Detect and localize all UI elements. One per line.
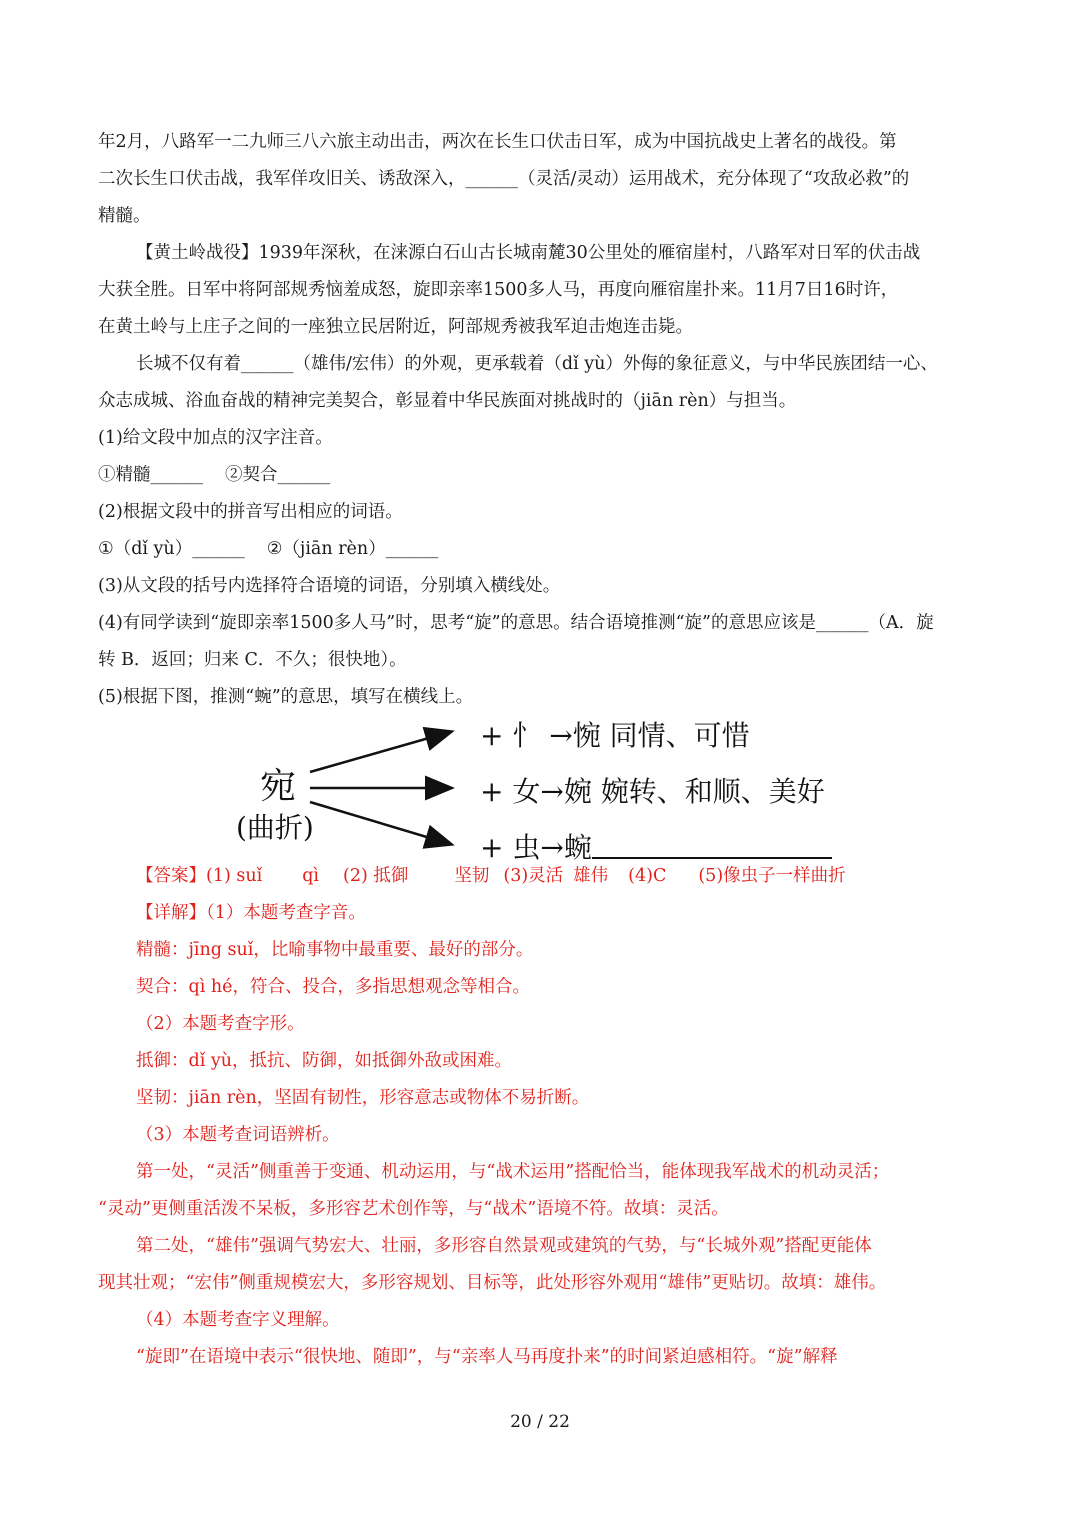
answer-3b: 雄伟 [573, 866, 609, 886]
explain-line: （4）本题考查字义理解。 [136, 1310, 340, 1330]
question-4-cont: 转 B．返回；归来 C．不久；很快地）。 [98, 650, 407, 670]
text-line: 众志成城、浴血奋战的精神完美契合，彰显着中华民族面对挑战时的（jiān rèn）与担当。 [98, 391, 797, 411]
q1-item-b: ②契合______ [225, 465, 330, 485]
diagram-blank-line [592, 833, 832, 859]
explain-line: 现其壮观；“宏伟”侧重规模宏大，多形容规划、目标等，此处形容外观用“雄伟”更贴切。故填：雄伟。 [98, 1273, 887, 1293]
text-line: 年2月，八路军一二九师三八六旅主动出击，两次在长生口伏击日军，成为中国抗战史上著名的战役。第 [98, 132, 897, 152]
answer-3: (3)灵活 [503, 866, 564, 886]
explain-line: “灵动”更侧重活泼不呆板，多形容艺术创作等，与“战术”语境不符。故填：灵活。 [98, 1199, 729, 1219]
diagram-row-2: + 女→婉 婉转、和顺、美好 [480, 775, 825, 808]
answer-1b: qì [302, 866, 320, 886]
passage [98, 124, 984, 1376]
diagram-row-1: + 忄 →惋 同情、可惜 [480, 719, 750, 752]
explain-line: （2）本题考查字形。 [136, 1014, 305, 1034]
q2-item-b: ②（jiān rèn）______ [266, 539, 439, 559]
question-2-items [98, 531, 984, 568]
explain-line: 坚韧：jiān rèn，坚固有韧性，形容意志或物体不易折断。 [136, 1088, 590, 1108]
text-line: 长城不仅有着______（雄伟/宏伟）的外观，更承载着（dǐ yù）外侮的象征意义，与中华民族团结一心、 [136, 354, 938, 374]
diagram-row-3-label: + 虫→蜿 [480, 831, 592, 864]
page-number: 20 / 22 [510, 1412, 570, 1432]
explain-line: “旋即”在语境中表示“很快地、随即”，与“亲率人马再度扑来”的时间紧迫感相符。“旋”解释 [136, 1347, 838, 1367]
question-4: (4)有同学读到“旋即亲率1500多人马”时，思考“旋”的意思。结合语境推测“旋”的意思应该是______（A．旋 [98, 613, 934, 633]
question-1-items [98, 457, 984, 494]
arrow-1 [310, 732, 450, 772]
explain-line: （3）本题考查词语辨析。 [136, 1125, 340, 1145]
diagram-paren: (曲折) [236, 811, 314, 844]
answer-2b: 坚韧 [454, 866, 490, 886]
text-line: 二次长生口伏击战，我军佯攻旧关、诱敌深入，______（灵活/灵动）运用战术，充分体现了“攻敌必救”的 [98, 169, 910, 189]
text-line: 在黄土岭与上庄子之间的一座独立民居附近，阿部规秀被我军迫击炮连击毙。 [98, 317, 693, 337]
diagram-main-char: 宛 [260, 766, 297, 807]
character-diagram [98, 718, 984, 864]
text-line [98, 198, 984, 235]
answer-1: 【答案】(1) suǐ [136, 866, 263, 886]
text-line: 大获全胜。日军中将阿部规秀恼羞成怒，旋即亲率1500多人马，再度向雁宿崖扑来。11月7日16时许， [98, 280, 899, 300]
answer-5: (5)像虫子一样曲折 [698, 866, 846, 886]
explain-line: 第一处，“灵活”侧重善于变通、机动运用，与“战术运用”搭配恰当，能体现我军战术的机动灵活； [136, 1162, 890, 1182]
question-1: (1)给文段中加点的汉字注音。 [98, 428, 333, 448]
explain-line: 第二处，“雄伟”强调气势宏大、壮丽，多形容自然景观或建筑的气势，与“长城外观”搭配更能体 [136, 1236, 872, 1256]
answer-2: (2) 抵御 [343, 866, 409, 886]
diagram-row-3 [480, 826, 832, 866]
arrow-3 [310, 802, 450, 844]
explain-line: 抵御：dǐ yù，抵抗、防御，如抵御外敌或困难。 [136, 1051, 513, 1071]
explain-line: 契合：qì hé，符合、投合，多指思想观念等相合。 [136, 977, 530, 997]
question-2: (2)根据文段中的拼音写出相应的词语。 [98, 502, 403, 522]
text-span: 精髓。 [98, 206, 151, 226]
explain-line: 【详解】（1）本题考查字音。 [136, 903, 366, 923]
q1-item-a: ①精髓______ [98, 465, 203, 485]
explain-line: 精髓：jīng suǐ，比喻事物中最重要、最好的部分。 [136, 940, 534, 960]
answer-4: (4)C [628, 866, 667, 886]
question-3: (3)从文段的括号内选择符合语境的词语，分别填入横线处。 [98, 576, 561, 596]
text-line: 【黄土岭战役】1939年深秋，在涞源白石山古长城南麓30公里处的雁宿崖村，八路军对日军的伏击战 [136, 243, 921, 263]
question-5: (5)根据下图，推测“蜿”的意思，填写在横线上。 [98, 687, 474, 707]
q2-item-a: ①（dǐ yù）______ [98, 539, 245, 559]
